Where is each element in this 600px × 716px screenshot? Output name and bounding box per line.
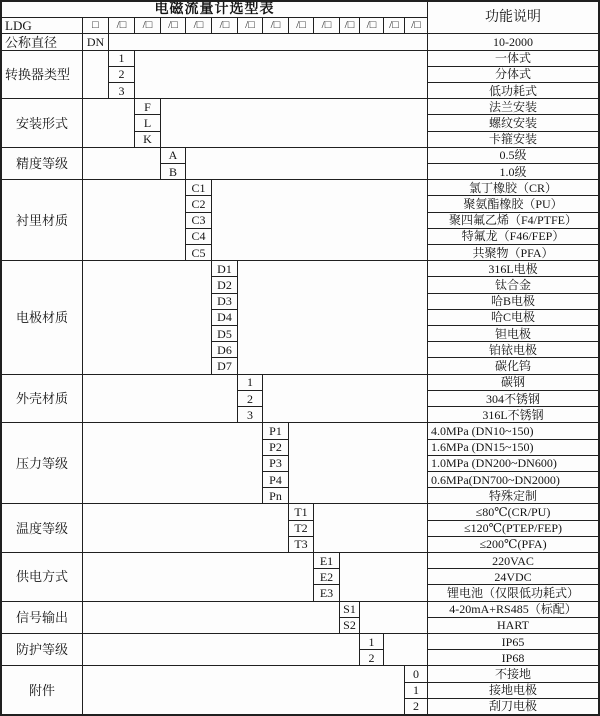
- desc-cell: 316L电极: [428, 261, 598, 276]
- desc-cell: 24VDC: [428, 569, 598, 584]
- category-label: 精度等级: [2, 148, 82, 179]
- empty-cell: [314, 504, 427, 552]
- desc-cell: 碳钢: [428, 375, 598, 390]
- category-label: 公称直径: [2, 34, 82, 49]
- desc-cell: 特氟龙（F46/FEP）: [428, 229, 598, 244]
- code-cell: D4: [212, 310, 237, 325]
- code-cell: D2: [212, 277, 237, 292]
- code-cell: Pn: [263, 488, 288, 503]
- empty-cell: [83, 602, 339, 633]
- code-cell: L: [135, 115, 160, 130]
- desc-cell: 钛合金: [428, 277, 598, 292]
- desc-cell: 螺纹安装: [428, 115, 598, 130]
- empty-cell: [384, 634, 427, 665]
- empty-cell: [83, 180, 185, 260]
- desc-cell: HART: [428, 618, 598, 633]
- code-cell: P3: [263, 456, 288, 471]
- code-cell: S1: [340, 602, 359, 617]
- code-box: /□: [212, 18, 237, 33]
- empty-cell: [83, 261, 211, 373]
- empty-cell: [83, 666, 404, 714]
- code-cell: P1: [263, 423, 288, 438]
- desc-cell: 聚四氟乙烯（F4/PTFE）: [428, 213, 598, 228]
- empty-cell: [212, 180, 427, 260]
- code-cell: DN: [83, 34, 108, 49]
- desc-cell: 聚氨酯橡胶（PU）: [428, 196, 598, 211]
- empty-cell: [289, 423, 427, 503]
- code-cell: C1: [186, 180, 211, 195]
- code-cell: D6: [212, 342, 237, 357]
- desc-cell: 304不锈钢: [428, 391, 598, 406]
- code-cell: C3: [186, 213, 211, 228]
- desc-cell: 一体式: [428, 51, 598, 66]
- category-label: 温度等级: [2, 504, 82, 552]
- category-label: 压力等级: [2, 423, 82, 503]
- desc-cell: 低功耗式: [428, 83, 598, 98]
- desc-cell: 钽电极: [428, 326, 598, 341]
- category-label: 外壳材质: [2, 375, 82, 423]
- category-label: 附件: [2, 666, 82, 714]
- category-label: 供电方式: [2, 553, 82, 601]
- code-cell: D1: [212, 261, 237, 276]
- desc-cell: 共聚物（PFA）: [428, 245, 598, 260]
- code-cell: 2: [405, 699, 427, 714]
- code-cell: F: [135, 99, 160, 114]
- page-title: 电磁流量计选型表: [2, 2, 427, 17]
- empty-cell: [83, 553, 313, 601]
- empty-cell: [186, 148, 427, 179]
- code-box: /□: [238, 18, 262, 33]
- category-label: 衬里材质: [2, 180, 82, 260]
- code-cell: 1: [360, 634, 383, 649]
- code-cell: P2: [263, 440, 288, 455]
- empty-cell: [109, 34, 427, 49]
- category-label: 电极材质: [2, 261, 82, 373]
- code-box: /□: [384, 18, 404, 33]
- code-cell: 2: [238, 391, 262, 406]
- code-cell: C4: [186, 229, 211, 244]
- code-box: /□: [186, 18, 211, 33]
- code-cell: A: [161, 148, 185, 163]
- code-cell: 2: [360, 650, 383, 665]
- desc-cell: 锂电池（仅限低功耗式）: [428, 585, 598, 600]
- code-cell: E3: [314, 585, 339, 600]
- code-box: /□: [405, 18, 427, 33]
- code-cell: E2: [314, 569, 339, 584]
- code-box: /□: [161, 18, 185, 33]
- desc-cell: 碳化钨: [428, 358, 598, 373]
- empty-cell: [83, 148, 160, 179]
- code-cell: 3: [238, 407, 262, 422]
- code-cell: S2: [340, 618, 359, 633]
- desc-cell: 不接地: [428, 666, 598, 681]
- desc-cell: 哈C电极: [428, 310, 598, 325]
- empty-cell: [83, 99, 134, 147]
- empty-cell: [83, 423, 262, 503]
- code-cell: T2: [289, 521, 313, 536]
- desc-cell: 卡箍安装: [428, 132, 598, 147]
- category-label: 转换器类型: [2, 51, 82, 99]
- desc-cell: 1.0MPa (DN200~DN600): [428, 456, 598, 471]
- desc-cell: 316L不锈钢: [428, 407, 598, 422]
- desc-cell: ≤120℃(PTEP/FEP): [428, 521, 598, 536]
- code-cell: D5: [212, 326, 237, 341]
- code-cell: 0: [405, 666, 427, 681]
- code-box: /□: [340, 18, 359, 33]
- desc-cell: ≤200℃(PFA): [428, 537, 598, 552]
- desc-cell: 220VAC: [428, 553, 598, 568]
- code-box: /□: [135, 18, 160, 33]
- code-box: □: [83, 18, 108, 33]
- code-cell: D7: [212, 358, 237, 373]
- empty-cell: [83, 375, 237, 423]
- desc-cell: ≤80℃(CR/PU): [428, 504, 598, 519]
- code-cell: K: [135, 132, 160, 147]
- desc-cell: 0.6MPa(DN700~DN2000): [428, 472, 598, 487]
- empty-cell: [360, 602, 427, 633]
- code-cell: 1: [238, 375, 262, 390]
- empty-cell: [83, 634, 359, 665]
- empty-cell: [161, 99, 427, 147]
- desc-cell: 哈B电极: [428, 294, 598, 309]
- desc-cell: IP65: [428, 634, 598, 649]
- desc-cell: 4-20mA+RS485（标配）: [428, 602, 598, 617]
- code-cell: C2: [186, 196, 211, 211]
- desc-cell: 0.5级: [428, 148, 598, 163]
- code-cell: P4: [263, 472, 288, 487]
- code-cell: E1: [314, 553, 339, 568]
- code-box: /□: [360, 18, 383, 33]
- empty-cell: [238, 261, 427, 373]
- desc-cell: 4.0MPa (DN10~150): [428, 423, 598, 438]
- code-cell: 1: [109, 51, 134, 66]
- desc-cell: 特殊定制: [428, 488, 598, 503]
- empty-cell: [340, 553, 427, 601]
- desc-cell: 铂铱电极: [428, 342, 598, 357]
- desc-cell: 氯丁橡胶（CR）: [428, 180, 598, 195]
- desc-cell: 10-2000: [428, 34, 598, 49]
- code-cell: 2: [109, 67, 134, 82]
- model-prefix: LDG: [2, 18, 82, 33]
- desc-cell: 接地电极: [428, 683, 598, 698]
- desc-cell: IP68: [428, 650, 598, 665]
- empty-cell: [263, 375, 427, 423]
- category-label: 信号输出: [2, 602, 82, 633]
- code-box: /□: [289, 18, 313, 33]
- desc-cell: 刮刀电极: [428, 699, 598, 714]
- code-cell: B: [161, 164, 185, 179]
- code-cell: 3: [109, 83, 134, 98]
- empty-cell: [135, 51, 427, 99]
- desc-cell: 1.6MPa (DN15~150): [428, 440, 598, 455]
- category-label: 安装形式: [2, 99, 82, 147]
- code-cell: C5: [186, 245, 211, 260]
- function-column-header: 功能说明: [428, 2, 598, 33]
- code-cell: 1: [405, 683, 427, 698]
- code-box: /□: [314, 18, 339, 33]
- code-cell: D3: [212, 294, 237, 309]
- code-cell: T1: [289, 504, 313, 519]
- code-box: /□: [109, 18, 134, 33]
- code-box: /□: [263, 18, 288, 33]
- desc-cell: 法兰安装: [428, 99, 598, 114]
- desc-cell: 分体式: [428, 67, 598, 82]
- empty-cell: [83, 504, 288, 552]
- category-label: 防护等级: [2, 634, 82, 665]
- empty-cell: [83, 51, 108, 99]
- desc-cell: 1.0级: [428, 164, 598, 179]
- code-cell: T3: [289, 537, 313, 552]
